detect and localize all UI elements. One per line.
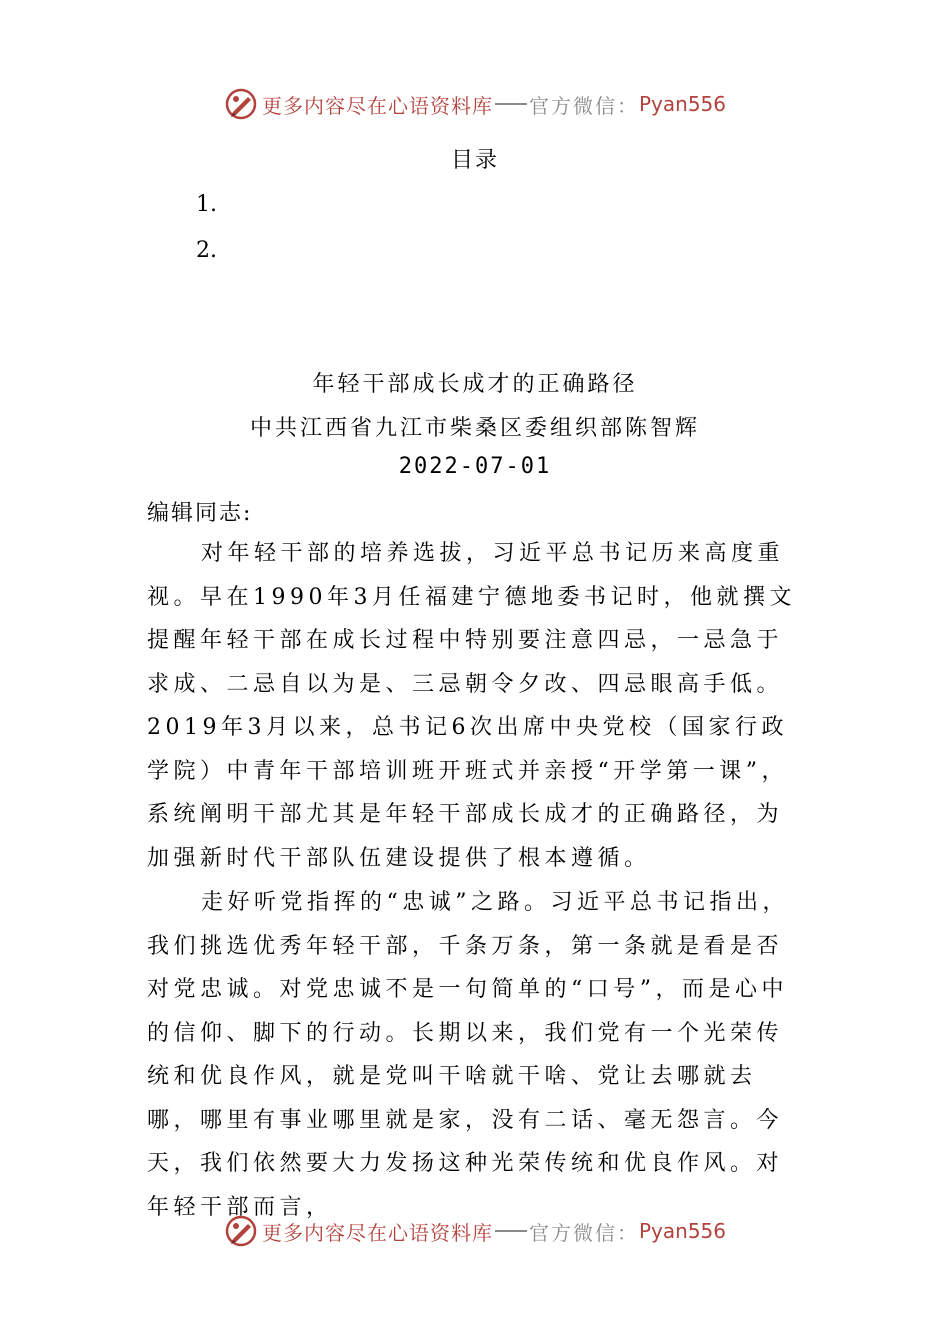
article-date: 2022-07-01 [398, 454, 552, 479]
watermark-sub-text: 官方微信： [528, 93, 639, 118]
toc-item-2: 2. [196, 238, 217, 263]
watermark-dash [495, 103, 527, 105]
watermark-sub-text: 官方微信： [528, 1220, 639, 1245]
salutation: 编辑同志: [147, 501, 253, 526]
watermark-handle: Pyan556 [638, 92, 726, 116]
watermark-handle: Pyan556 [638, 1219, 726, 1243]
article-author: 中共江西省九江市柴桑区委组织部陈智辉 [249, 416, 700, 441]
pen-logo-icon [224, 87, 258, 121]
toc-title: 目录 [450, 148, 499, 173]
watermark-main-text: 更多内容尽在心语资料库 [261, 1220, 493, 1245]
article-title: 年轻干部成长成才的正确路径 [312, 372, 638, 397]
watermark-header [0, 82, 950, 126]
paragraph-2: 走好听党指挥的“忠诚”之路。习近平总书记指出，我们挑选优秀年轻干部，千条万条，第一条就是看是否对党忠诚。对党忠诚不是一句简单的“口号”，而是心中的信仰、脚下的行动。长期以来，我们党有一个光荣传统和优良作风，就是党叫干啥就干啥、党让去哪就去哪，哪里有事业哪里就是家，没有二话、毫无怨言。今天，我们依然要大力发扬这种光荣传统和优良作风。对年轻干部而言， [147, 890, 789, 1220]
watermark-dash [495, 1230, 527, 1232]
pen-logo-icon [224, 1214, 258, 1248]
toc-item-1: 1. [196, 192, 217, 217]
paragraph-1: 对年轻干部的培养选拔，习近平总书记历来高度重视。早在1990年3月任福建宁德地委书记时，他就撰文提醒年轻干部在成长过程中特别要注意四忌，一忌急于求成、二忌自以为是、三忌朝令夕改、四忌眼高手低。2019年3月以来，总书记6次出席中央党校（国家行政学院）中青年干部培训班开班式并亲授“开学第一课”，系统阐明干部尤其是年轻干部成长成才的正确路径，为加强新时代干部队伍建设提供了根本遵循。 [147, 541, 796, 871]
watermark-footer [0, 1209, 950, 1253]
watermark-main-text: 更多内容尽在心语资料库 [261, 93, 493, 118]
